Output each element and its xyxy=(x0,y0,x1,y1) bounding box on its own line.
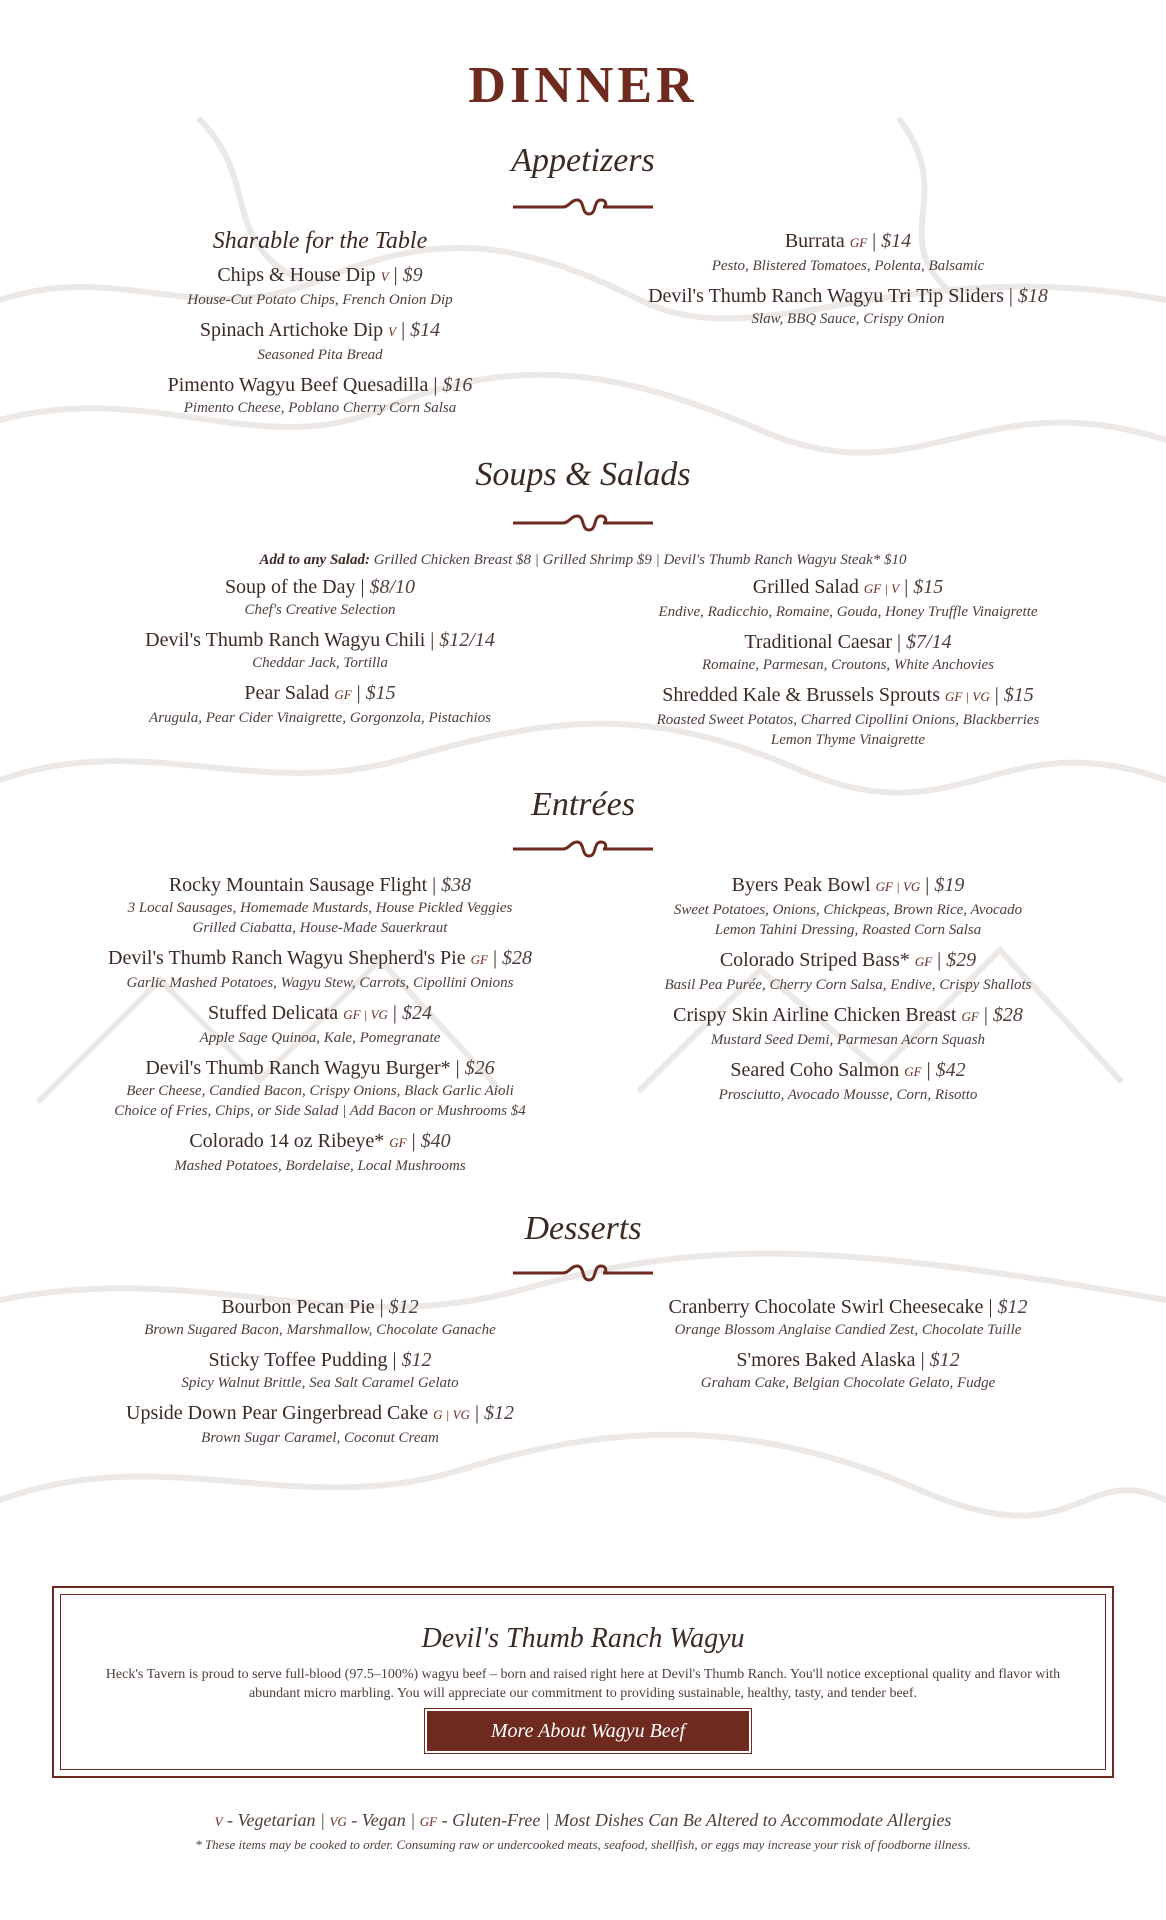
menu-item-price: $15 xyxy=(365,682,396,704)
menu-item-description: Roasted Sweet Potatos, Charred Cipollini Onions, Blackberries xyxy=(656,712,1040,728)
dietary-tag: G | VG xyxy=(433,1407,470,1422)
menu-item-price: $12/14 xyxy=(439,629,495,651)
menu-item-name: Crispy Skin Airline Chicken Breast xyxy=(673,1004,957,1026)
menu-item-price: $7/14 xyxy=(906,631,952,653)
menu-item-description: Endive, Radicchio, Romaine, Gouda, Honey Truffle Vinaigrette xyxy=(658,604,1038,620)
menu-item-name: Colorado Striped Bass* xyxy=(719,949,910,971)
menu-item-name: Colorado 14 oz Ribeye* xyxy=(189,1130,385,1152)
menu-item-name-line: Colorado Striped Bass* GF | $29 xyxy=(719,949,977,971)
subtitle-sharable: Sharable for the Table xyxy=(212,228,428,254)
menu-item xyxy=(600,283,1096,329)
food-safety-footnote: * These items may be cooked to order. Consuming raw or undercooked meats, seafood, shellfish, or eggs may increase your risk of foodborne illness. xyxy=(195,1837,971,1852)
soups-right xyxy=(600,574,1096,757)
section-title-appetizers: Appetizers xyxy=(511,142,655,179)
menu-item xyxy=(70,372,570,418)
menu-item-name: S'mores Baked Alaska xyxy=(736,1349,916,1371)
menu-item-price: $42 xyxy=(935,1059,966,1081)
section-title-entrees: Entrées xyxy=(531,786,635,823)
menu-item-name-line: Pimento Wagyu Beef Quesadilla | $16 xyxy=(167,374,473,396)
menu-item xyxy=(600,228,1096,276)
menu-item-price: $12 xyxy=(997,1296,1028,1318)
menu-item-price: $12 xyxy=(388,1296,419,1318)
menu-item-name-line: Upside Down Pear Gingerbread Cake G | VG | $12 xyxy=(126,1402,514,1424)
dietary-tag: GF xyxy=(961,1009,979,1024)
menu-item-name-line: Devil's Thumb Ranch Wagyu Shepherd's Pie GF | $28 xyxy=(108,947,532,969)
menu-item-name-line: Pear Salad GF | $15 xyxy=(244,682,396,704)
menu-item-price: $28 xyxy=(501,947,532,969)
menu-item-name: Stuffed Delicata xyxy=(208,1002,339,1024)
menu-item-price: $8/10 xyxy=(369,576,416,598)
section-title-soups: Soups & Salads xyxy=(475,456,691,493)
menu-item-description: Pimento Cheese, Poblano Cherry Corn Salsa xyxy=(183,400,457,416)
section-title-desserts: Desserts xyxy=(524,1210,642,1247)
appetizers-right xyxy=(600,228,1096,336)
appetizers-left xyxy=(70,224,570,425)
menu-item-description: 3 Local Sausages, Homemade Mustards, House Pickled Veggies xyxy=(127,900,513,916)
desserts-left xyxy=(70,1294,570,1455)
menu-item-name: Upside Down Pear Gingerbread Cake xyxy=(126,1402,429,1424)
menu-item xyxy=(600,947,1096,995)
menu-item-price: $9 xyxy=(402,264,423,286)
menu-item-name-line: Devil's Thumb Ranch Wagyu Chili | $12/14 xyxy=(145,629,495,651)
menu-item-name-line: Traditional Caesar | $7/14 xyxy=(744,631,952,653)
menu-item xyxy=(70,680,570,728)
menu-item-description: Graham Cake, Belgian Chocolate Gelato, Fudge xyxy=(700,1375,996,1391)
menu-item-name-line: Byers Peak Bowl GF | VG | $19 xyxy=(731,874,965,896)
menu-item-name-line: Stuffed Delicata GF | VG | $24 xyxy=(208,1002,432,1024)
menu-item-name: Grilled Salad xyxy=(752,576,859,598)
menu-item-name: Chips & House Dip xyxy=(217,264,376,286)
menu-item xyxy=(70,1400,570,1448)
dietary-tag: GF | V xyxy=(863,581,900,596)
menu-item-name-line: Seared Coho Salmon GF | $42 xyxy=(730,1059,966,1081)
menu-item-name-line: Cranberry Chocolate Swirl Cheesecake | $12 xyxy=(668,1296,1028,1318)
menu-item-name-line: Crispy Skin Airline Chicken Breast GF | $28 xyxy=(673,1004,1023,1026)
menu-item xyxy=(70,945,570,993)
menu-item-description: Chef's Creative Selection xyxy=(244,602,396,618)
legend-gf-label: - Gluten-Free xyxy=(441,1810,541,1830)
menu-item-price: $40 xyxy=(420,1130,451,1152)
menu-item xyxy=(600,1002,1096,1050)
menu-item-description: Lemon Thyme Vinaigrette xyxy=(770,732,926,748)
menu-item-name: Spinach Artichoke Dip xyxy=(199,319,384,341)
menu-item-price: $15 xyxy=(1003,684,1034,706)
flourish-icon xyxy=(511,1262,655,1284)
flourish-icon xyxy=(511,838,655,860)
menu-item-name-line: Shredded Kale & Brussels Sprouts GF | VG | $15 xyxy=(662,684,1034,706)
salad-addons-label: Add to any Salad: xyxy=(259,552,370,568)
salad-addons xyxy=(0,552,1166,569)
menu-item-name: Devil's Thumb Ranch Wagyu Chili xyxy=(145,629,426,651)
menu-item-name: Traditional Caesar xyxy=(744,631,892,653)
dietary-tag: GF | VG xyxy=(343,1007,388,1022)
menu-item-description: Sweet Potatoes, Onions, Chickpeas, Brown Rice, Avocado xyxy=(673,902,1023,918)
menu-item-name-line: Chips & House Dip V | $9 xyxy=(217,264,423,286)
menu-item xyxy=(70,1000,570,1048)
dietary-tag: GF xyxy=(389,1135,407,1150)
menu-item-description: Grilled Ciabatta, House-Made Sauerkraut xyxy=(192,920,448,936)
menu-item-description: Romaine, Parmesan, Croutons, White Anchovies xyxy=(701,657,995,673)
dietary-tag: GF | VG xyxy=(875,879,921,894)
menu-item xyxy=(70,574,570,620)
legend-v-label: - Vegetarian xyxy=(227,1810,316,1830)
menu-item-description: Brown Sugared Bacon, Marshmallow, Chocolate Ganache xyxy=(144,1322,496,1338)
menu-item-name: Sticky Toffee Pudding xyxy=(208,1349,388,1371)
menu-item-price: $26 xyxy=(464,1057,495,1079)
dietary-tag: GF xyxy=(904,1064,922,1079)
menu-item-name: Bourbon Pecan Pie xyxy=(221,1296,375,1318)
dietary-legend: V - Vegetarian | VG - Vegan | GF - Gluten-Free | Most Dishes Can Be Altered to Accommodate Allergies xyxy=(214,1810,952,1830)
menu-item xyxy=(600,682,1096,750)
dietary-tag: V xyxy=(388,324,397,339)
menu-item-name: Pear Salad xyxy=(244,682,330,704)
wagyu-info-box xyxy=(52,1586,1114,1778)
menu-item xyxy=(600,629,1096,675)
menu-item-description: Beer Cheese, Candied Bacon, Crispy Onions, Black Garlic Aioli xyxy=(126,1083,514,1099)
menu-item-name-line: Devil's Thumb Ranch Wagyu Burger* | $26 xyxy=(145,1057,495,1079)
menu-item-name: Devil's Thumb Ranch Wagyu Shepherd's Pie xyxy=(108,947,466,969)
menu-item-name: Devil's Thumb Ranch Wagyu Burger* xyxy=(145,1057,451,1079)
legend-gf-tag: GF xyxy=(419,1814,438,1829)
menu-item-price: $14 xyxy=(410,319,441,341)
menu-item-description: Orange Blossom Anglaise Candied Zest, Chocolate Tuille xyxy=(674,1322,1022,1338)
menu-item-description: Slaw, BBQ Sauce, Crispy Onion xyxy=(751,311,945,327)
menu-item-name-line: Sticky Toffee Pudding | $12 xyxy=(208,1349,432,1371)
menu-item-name-line: Bourbon Pecan Pie | $12 xyxy=(221,1296,419,1318)
menu-item-name-line: Burrata GF | $14 xyxy=(784,230,912,252)
more-about-wagyu-button[interactable]: More About Wagyu Beef xyxy=(427,1711,749,1751)
menu-item-price: $12 xyxy=(401,1349,432,1371)
menu-item-price: $29 xyxy=(946,949,977,971)
menu-item-price: $16 xyxy=(442,374,473,396)
menu-item-name-line: Devil's Thumb Ranch Wagyu Tri Tip Sliders | $18 xyxy=(648,285,1048,307)
menu-item-description: Cheddar Jack, Tortilla xyxy=(252,655,388,671)
menu-item xyxy=(600,872,1096,940)
menu-item xyxy=(70,317,570,365)
menu-item-description: Mustard Seed Demi, Parmesan Acorn Squash xyxy=(710,1032,986,1048)
menu-item-description: Apple Sage Quinoa, Kale, Pomegranate xyxy=(199,1030,441,1046)
menu-item-description: Prosciutto, Avocado Mousse, Corn, Risotto xyxy=(718,1087,978,1103)
menu-item-name: Cranberry Chocolate Swirl Cheesecake xyxy=(668,1296,984,1318)
menu-item-price: $28 xyxy=(992,1004,1023,1026)
menu-item-name-line: Colorado 14 oz Ribeye* GF | $40 xyxy=(189,1130,451,1152)
soups-left xyxy=(70,574,570,735)
menu-item xyxy=(70,627,570,673)
menu-item xyxy=(600,1347,1096,1393)
menu-item xyxy=(70,1128,570,1176)
menu-item-price: $12 xyxy=(483,1402,514,1424)
menu-item-price: $24 xyxy=(401,1002,432,1024)
dietary-tag: GF xyxy=(470,952,488,967)
menu-item xyxy=(70,262,570,310)
menu-item-description: Pesto, Blistered Tomatoes, Polenta, Balsamic xyxy=(711,258,985,274)
menu-item-price: $38 xyxy=(441,874,472,896)
menu-item-name: Shredded Kale & Brussels Sprouts xyxy=(662,684,940,706)
menu-item-description: Mashed Potatoes, Bordelaise, Local Mushrooms xyxy=(174,1158,466,1174)
legend-note: Most Dishes Can Be Altered to Accommodate Allergies xyxy=(554,1810,952,1830)
menu-item-name: Devil's Thumb Ranch Wagyu Tri Tip Sliders xyxy=(648,285,1004,307)
menu-item-name: Seared Coho Salmon xyxy=(730,1059,900,1081)
menu-item xyxy=(600,1057,1096,1105)
legend-vg-label: - Vegan xyxy=(351,1810,406,1830)
menu-item xyxy=(70,1055,570,1121)
menu-item xyxy=(70,872,570,938)
dietary-tag: GF xyxy=(334,687,352,702)
wagyu-title: Devil's Thumb Ranch Wagyu xyxy=(421,1623,745,1654)
menu-item-description: Spicy Walnut Brittle, Sea Salt Caramel Gelato xyxy=(181,1375,459,1391)
entrees-left xyxy=(70,872,570,1183)
menu-item-description: Basil Pea Purée, Cherry Corn Salsa, Endive, Crispy Shallots xyxy=(664,977,1032,993)
menu-item-description: Lemon Tahini Dressing, Roasted Corn Salsa xyxy=(714,922,982,938)
menu-item-description: Arugula, Pear Cider Vinaigrette, Gorgonzola, Pistachios xyxy=(149,710,491,726)
menu-item-price: $19 xyxy=(934,874,965,896)
menu-item xyxy=(600,1294,1096,1340)
menu-title: DINNER xyxy=(468,57,698,114)
menu-item-name-line: S'mores Baked Alaska | $12 xyxy=(736,1349,960,1371)
salad-addons-text: Grilled Chicken Breast $8 | Grilled Shrimp $9 | Devil's Thumb Ranch Wagyu Steak* $10 xyxy=(373,552,907,568)
wagyu-description: Heck's Tavern is proud to serve full-blood (97.5–100%) wagyu beef – born and raised right here at Devil's Thumb Ranch. You'll notice exceptional quality and flavor with abundant micro marbling. You will appreciate our commitment to providing sustainable, healthy, tasty, and tender beef. xyxy=(105,1667,1061,1701)
menu-item-name: Soup of the Day xyxy=(224,576,356,598)
menu-item-price: $18 xyxy=(1017,285,1048,307)
menu-item-name-line: Grilled Salad GF | V | $15 xyxy=(752,576,944,598)
entrees-right xyxy=(600,872,1096,1112)
desserts-right xyxy=(600,1294,1096,1400)
legend-v-tag: V xyxy=(214,1814,223,1829)
flourish-icon xyxy=(511,196,655,218)
menu-item xyxy=(70,1347,570,1393)
menu-item-price: $14 xyxy=(881,230,912,252)
menu-item-name-line: Spinach Artichoke Dip V | $14 xyxy=(199,319,441,341)
menu-item-name: Rocky Mountain Sausage Flight xyxy=(168,874,428,896)
menu-item xyxy=(600,574,1096,622)
legend-vg-tag: VG xyxy=(329,1814,347,1829)
dietary-tag: GF xyxy=(849,235,868,250)
wagyu-inner-border xyxy=(60,1594,1106,1770)
menu-item-price: $12 xyxy=(929,1349,960,1371)
menu-item xyxy=(70,1294,570,1340)
menu-item-description: House-Cut Potato Chips, French Onion Dip xyxy=(187,292,453,308)
flourish-icon xyxy=(511,512,655,534)
menu-item-name: Byers Peak Bowl xyxy=(731,874,871,896)
menu-item-description: Garlic Mashed Potatoes, Wagyu Stew, Carrots, Cipollini Onions xyxy=(126,975,514,991)
menu-item-description: Choice of Fries, Chips, or Side Salad | Add Bacon or Mushrooms $4 xyxy=(114,1103,526,1119)
menu-item-price: $15 xyxy=(913,576,944,598)
menu-item-description: Seasoned Pita Bread xyxy=(257,347,383,363)
menu-item-description: Brown Sugar Caramel, Coconut Cream xyxy=(201,1430,439,1446)
menu-item-name-line: Rocky Mountain Sausage Flight | $38 xyxy=(168,874,472,896)
dietary-tag: GF | VG xyxy=(945,689,990,704)
menu-item-name-line: Soup of the Day | $8/10 xyxy=(224,576,416,598)
menu-item-name: Pimento Wagyu Beef Quesadilla xyxy=(167,374,429,396)
dietary-tag: V xyxy=(380,269,389,284)
menu-item-name: Burrata xyxy=(784,230,845,252)
dietary-tag: GF xyxy=(914,954,933,969)
